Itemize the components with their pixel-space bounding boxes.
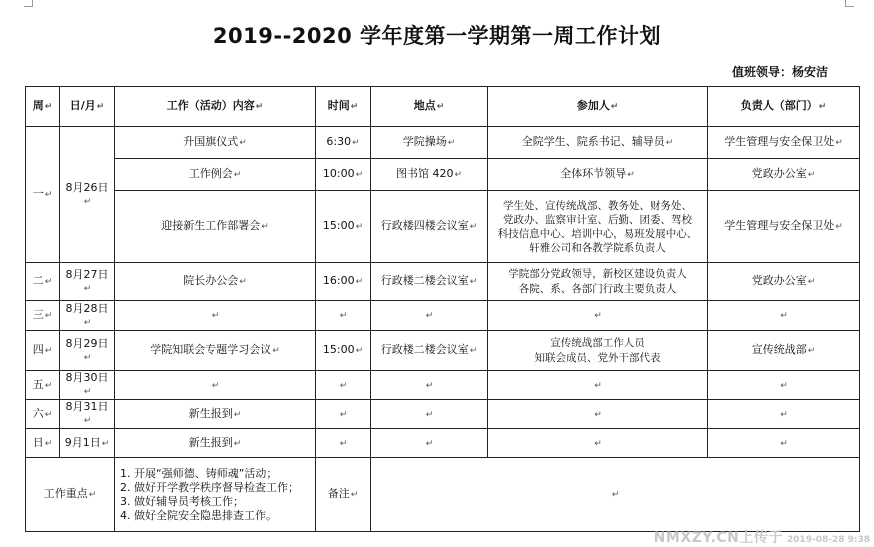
place-cell: 行政楼二楼会议室↵ xyxy=(371,331,488,371)
table-row xyxy=(26,429,860,458)
time-cell: 15:00↵ xyxy=(316,331,371,371)
content-cell: 新生报到↵ xyxy=(115,400,316,429)
participants-cell: ↵ xyxy=(488,400,708,429)
key-work-list xyxy=(115,458,316,532)
content-cell: ↵ xyxy=(115,301,316,331)
time-cell: 16:00↵ xyxy=(316,263,371,301)
duty-leader-label: 值班领导：杨安洁 xyxy=(731,65,828,79)
place-cell: ↵ xyxy=(371,371,488,400)
time-cell: ↵ xyxy=(316,400,371,429)
place-cell: 学院操场↵ xyxy=(371,127,488,159)
header-date: 日/月↵ xyxy=(60,87,115,127)
key-work-label: 工作重点↵ xyxy=(26,458,115,532)
content-cell: 学院知联会专题学习会议↵ xyxy=(115,331,316,371)
owner-cell: ↵ xyxy=(708,371,860,400)
content-cell: 升国旗仪式↵ xyxy=(115,127,316,159)
participants-cell: 全体环节领导↵ xyxy=(488,159,708,191)
time-cell: ↵ xyxy=(316,301,371,331)
week-cell: 二↵ xyxy=(26,263,60,301)
participants-line: 各院、系、各部门行政主要负责人 xyxy=(518,282,677,295)
document-title: 2019--2020 学年度第一学期第一周工作计划 xyxy=(212,24,662,48)
place-cell: 行政楼二楼会议室↵ xyxy=(371,263,488,301)
table-row xyxy=(26,331,860,371)
page-corner-mark xyxy=(24,0,33,7)
participants-cell: ↵ xyxy=(488,429,708,458)
week-cell: 三↵ xyxy=(26,301,60,331)
content-cell: 新生报到↵ xyxy=(115,429,316,458)
owner-cell: ↵ xyxy=(708,429,860,458)
participants-cell: 全院学生、院系书记、辅导员↵ xyxy=(488,127,708,159)
participants-line: 党政办、监察审计室、后勤、团委、驾校 xyxy=(503,213,692,226)
date-cell: 8月31日↵ xyxy=(60,400,115,429)
table-row xyxy=(26,263,860,301)
content-cell: 院长办公会↵ xyxy=(115,263,316,301)
participants-line: 轩雅公司和各教学院系负责人 xyxy=(529,241,666,254)
key-work-row xyxy=(26,458,860,532)
place-cell: 图书馆 420↵ xyxy=(371,159,488,191)
table-row xyxy=(26,127,860,159)
content-cell: 工作例会↵ xyxy=(115,159,316,191)
remarks-label: 备注↵ xyxy=(316,458,371,532)
place-cell: ↵ xyxy=(371,429,488,458)
owner-cell: ↵ xyxy=(708,301,860,331)
place-cell: ↵ xyxy=(371,400,488,429)
remarks-cell: ↵ xyxy=(371,458,860,532)
time-cell: 6:30↵ xyxy=(316,127,371,159)
time-cell: ↵ xyxy=(316,429,371,458)
date-cell: 8月26日↵ xyxy=(60,127,115,263)
place-cell: ↵ xyxy=(371,301,488,331)
participants-line: 科技信息中心、培训中心，易班发展中心、 xyxy=(497,227,698,240)
upload-watermark xyxy=(654,527,870,547)
table-row xyxy=(26,159,860,191)
content-cell: ↵ xyxy=(115,371,316,400)
watermark-text: NMXZY.CN上传于 xyxy=(653,530,783,546)
week-cell: 日↵ xyxy=(26,429,60,458)
page-corner-mark xyxy=(845,0,854,7)
date-cell: 8月27日↵ xyxy=(60,263,115,301)
owner-cell: 宣传统战部↵ xyxy=(708,331,860,371)
date-cell: 9月1日↵ xyxy=(60,429,115,458)
key-work-item: 1. 开展“强师德、铸师魂”活动； xyxy=(120,466,278,480)
header-content: 工作（活动）内容↵ xyxy=(115,87,316,127)
date-cell: 8月29日↵ xyxy=(60,331,115,371)
header-owner: 负责人（部门）↵ xyxy=(708,87,860,127)
owner-cell: 党政办公室↵ xyxy=(708,159,860,191)
time-cell: 10:00↵ xyxy=(316,159,371,191)
owner-cell: 学生管理与安全保卫处↵ xyxy=(708,191,860,263)
week-cell: 一↵ xyxy=(26,127,60,263)
table-row xyxy=(26,191,860,263)
header-time: 时间↵ xyxy=(316,87,371,127)
week-cell: 四↵ xyxy=(26,331,60,371)
participants-cell xyxy=(488,263,708,301)
table-header-row xyxy=(26,87,860,127)
key-work-item: 4. 做好全院安全隐患排查工作。 xyxy=(120,508,277,522)
participants-line: 知联会成员、党外干部代表 xyxy=(534,351,661,364)
key-work-item: 3. 做好辅导员考核工作； xyxy=(120,494,244,508)
week-cell: 六↵ xyxy=(26,400,60,429)
date-cell: 8月30日↵ xyxy=(60,371,115,400)
key-work-item: 2. 做好开学教学秩序督导检查工作； xyxy=(120,480,299,494)
header-participants: 参加人↵ xyxy=(488,87,708,127)
owner-cell: ↵ xyxy=(708,400,860,429)
participants-line: 学院部分党政领导，新校区建设负责人 xyxy=(508,267,687,280)
header-week: 周↵ xyxy=(26,87,60,127)
time-cell: 15:00↵ xyxy=(316,191,371,263)
place-cell: 行政楼四楼会议室↵ xyxy=(371,191,488,263)
header-place: 地点↵ xyxy=(371,87,488,127)
weekly-plan-table xyxy=(25,86,860,532)
participants-line: 学生处、宣传统战部、教务处、财务处、 xyxy=(503,199,692,212)
table-row xyxy=(26,400,860,429)
participants-cell xyxy=(488,191,708,263)
participants-cell: ↵ xyxy=(488,371,708,400)
participants-cell: ↵ xyxy=(488,301,708,331)
table-row xyxy=(26,301,860,331)
week-cell: 五↵ xyxy=(26,371,60,400)
table-row xyxy=(26,371,860,400)
participants-cell xyxy=(488,331,708,371)
owner-cell: 党政办公室↵ xyxy=(708,263,860,301)
time-cell: ↵ xyxy=(316,371,371,400)
date-cell: 8月28日↵ xyxy=(60,301,115,331)
content-cell: 迎接新生工作部署会↵ xyxy=(115,191,316,263)
owner-cell: 学生管理与安全保卫处↵ xyxy=(708,127,860,159)
watermark-date: 2019-08-28 9:38 xyxy=(786,535,870,545)
participants-line: 宣传统战部工作人员 xyxy=(550,336,645,349)
